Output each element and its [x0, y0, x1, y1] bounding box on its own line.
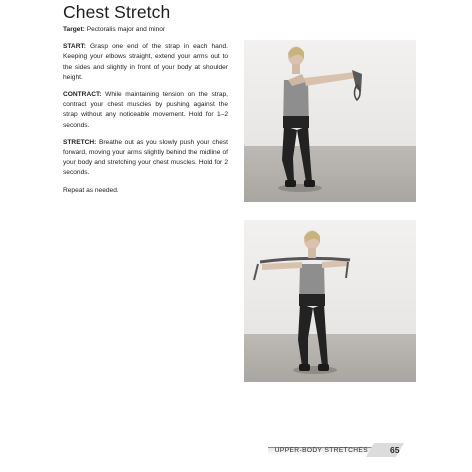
target-paragraph — [63, 25, 228, 35]
page-title: Chest Stretch — [63, 2, 171, 22]
start-label: START: — [63, 43, 86, 51]
contract-text: While maintaining tension on the strap, contract your chest muscles by pushing against the strap without any noticeable movement. Hold for 1–2 seconds. — [63, 91, 228, 129]
running-head: UPPER-BODY STRETCHES — [274, 447, 368, 454]
woman-stretch-figure — [244, 220, 416, 382]
woman-stretch-figure — [244, 40, 416, 202]
target-label: Target: — [63, 26, 85, 33]
start-paragraph — [63, 42, 228, 83]
stretch-position-photo — [244, 220, 416, 382]
target-text: Pectoralis major and minor — [84, 26, 166, 33]
contract-label: CONTRACT: — [63, 91, 102, 99]
page-footer — [268, 443, 416, 461]
stretch-text: Breathe out as you slowly push your chest forward, moving your arms slightly behind the midline of your body and stretching your chest muscles. Hold for 2 seconds. — [63, 138, 228, 177]
stretch-paragraph — [63, 138, 228, 179]
contract-paragraph — [63, 90, 228, 131]
instructions — [63, 25, 228, 203]
start-position-photo — [244, 40, 416, 202]
stretch-label: STRETCH: — [63, 138, 97, 146]
start-text: Grasp one end of the strap in each hand. Keeping your elbows straight, extend your arms out to the sides and slightly in front of your body at shoulder height. — [63, 43, 228, 81]
repeat-paragraph: Repeat as needed. — [63, 186, 119, 194]
page-number: 65 — [390, 445, 400, 455]
